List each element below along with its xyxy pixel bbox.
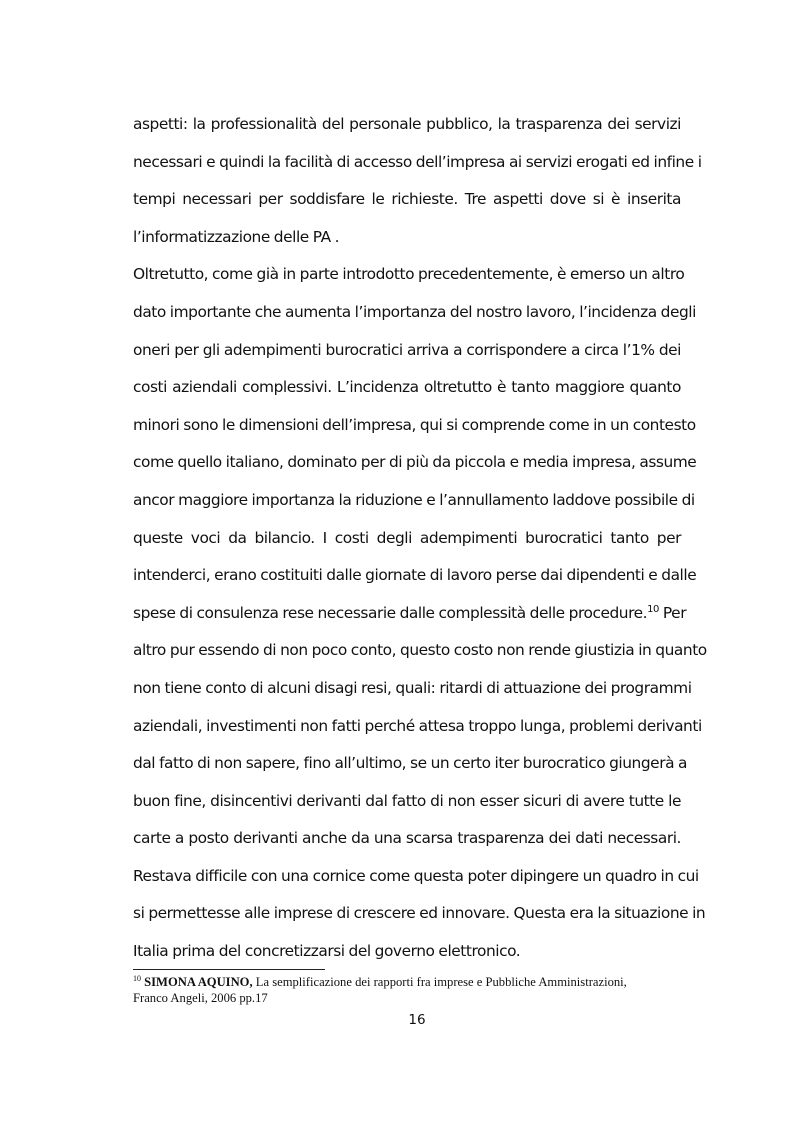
page-number: 16: [408, 1012, 426, 1028]
text-line: Oltretutto, come già in parte introdotto precedentemente, è emerso un altro: [133, 265, 685, 284]
text-line-with-footnote-ref: [133, 595, 687, 633]
footnote-reference[interactable]: 10: [647, 603, 659, 615]
footnote-separator: [133, 969, 325, 970]
text-line: Restava difficile con una cornice come questa poter dipingere un quadro in cui: [133, 866, 699, 885]
text-line: minori sono le dimensioni dell’impresa, qui si comprende come in un contesto: [133, 415, 696, 434]
text-line: necessari e quindi la facilità di accesso dell’impresa ai servizi erogati ed infine i: [133, 152, 702, 171]
text-line: si permettesse alle imprese di crescere ed innovare. Questa era la situazione in: [133, 904, 706, 923]
footnote-number: 10: [133, 973, 141, 983]
text-segment: Per: [662, 603, 687, 622]
text-line: altro pur essendo di non poco conto, questo costo non rende giustizia in quanto: [133, 641, 707, 660]
text-line: ancor maggiore importanza la riduzione e l’annullamento laddove possibile di: [133, 490, 695, 509]
text-line: non tiene conto di alcuni disagi resi, quali: ritardi di attuazione dei programmi: [133, 678, 692, 697]
text-line: intenderci, erano costituiti dalle giornate di lavoro perse dai dipendenti e dalle: [133, 566, 697, 585]
footnote-author: SIMONA AQUINO,: [144, 975, 253, 989]
text-line: aziendali, investimenti non fatti perché attesa troppo lunga, problemi derivanti: [133, 716, 702, 735]
text-line: buon fine, disincentivi derivanti dal fatto di non esser sicuri di avere tutte le: [133, 791, 681, 810]
text-line: aspetti: la professionalità del personale pubblico, la trasparenza dei servizi: [133, 115, 681, 133]
footnote: [133, 974, 693, 1006]
text-line: dal fatto di non sapere, fino all’ultimo, se un certo iter burocratico giungerà a: [133, 754, 687, 773]
footnote-text: La semplificazione dei rapporti fra imprese e Pubbliche Amministrazioni,: [252, 975, 627, 989]
text-line: oneri per gli adempimenti burocratici arriva a corrispondere a circa l’1% dei: [133, 340, 681, 359]
text-line: come quello italiano, dominato per di più da piccola e media impresa, assume: [133, 453, 697, 472]
text-line: l’informatizzazione delle PA .: [133, 227, 340, 246]
footnote-line: Franco Angeli, 2006 pp.17: [133, 991, 268, 1005]
footnote-line: [133, 974, 693, 990]
text-line: queste voci da bilancio. I costi degli adempimenti burocratici tanto per: [133, 528, 681, 547]
text-line: Italia prima del concretizzarsi del governo elettronico.: [133, 942, 521, 961]
text-line: costi aziendali complessivi. L’incidenza oltretutto è tanto maggiore quanto: [133, 378, 681, 397]
body-text: [133, 106, 707, 971]
text-line: dato importante che aumenta l’importanza del nostro lavoro, l’incidenza degli: [133, 302, 696, 321]
text-line: tempi necessari per soddisfare le richieste. Tre aspetti dove si è inserita: [133, 190, 681, 209]
text-segment: spese di consulenza rese necessarie dalle complessità delle procedure.: [133, 603, 648, 622]
text-line: carte a posto derivanti anche da una scarsa trasparenza dei dati necessari.: [133, 829, 681, 848]
